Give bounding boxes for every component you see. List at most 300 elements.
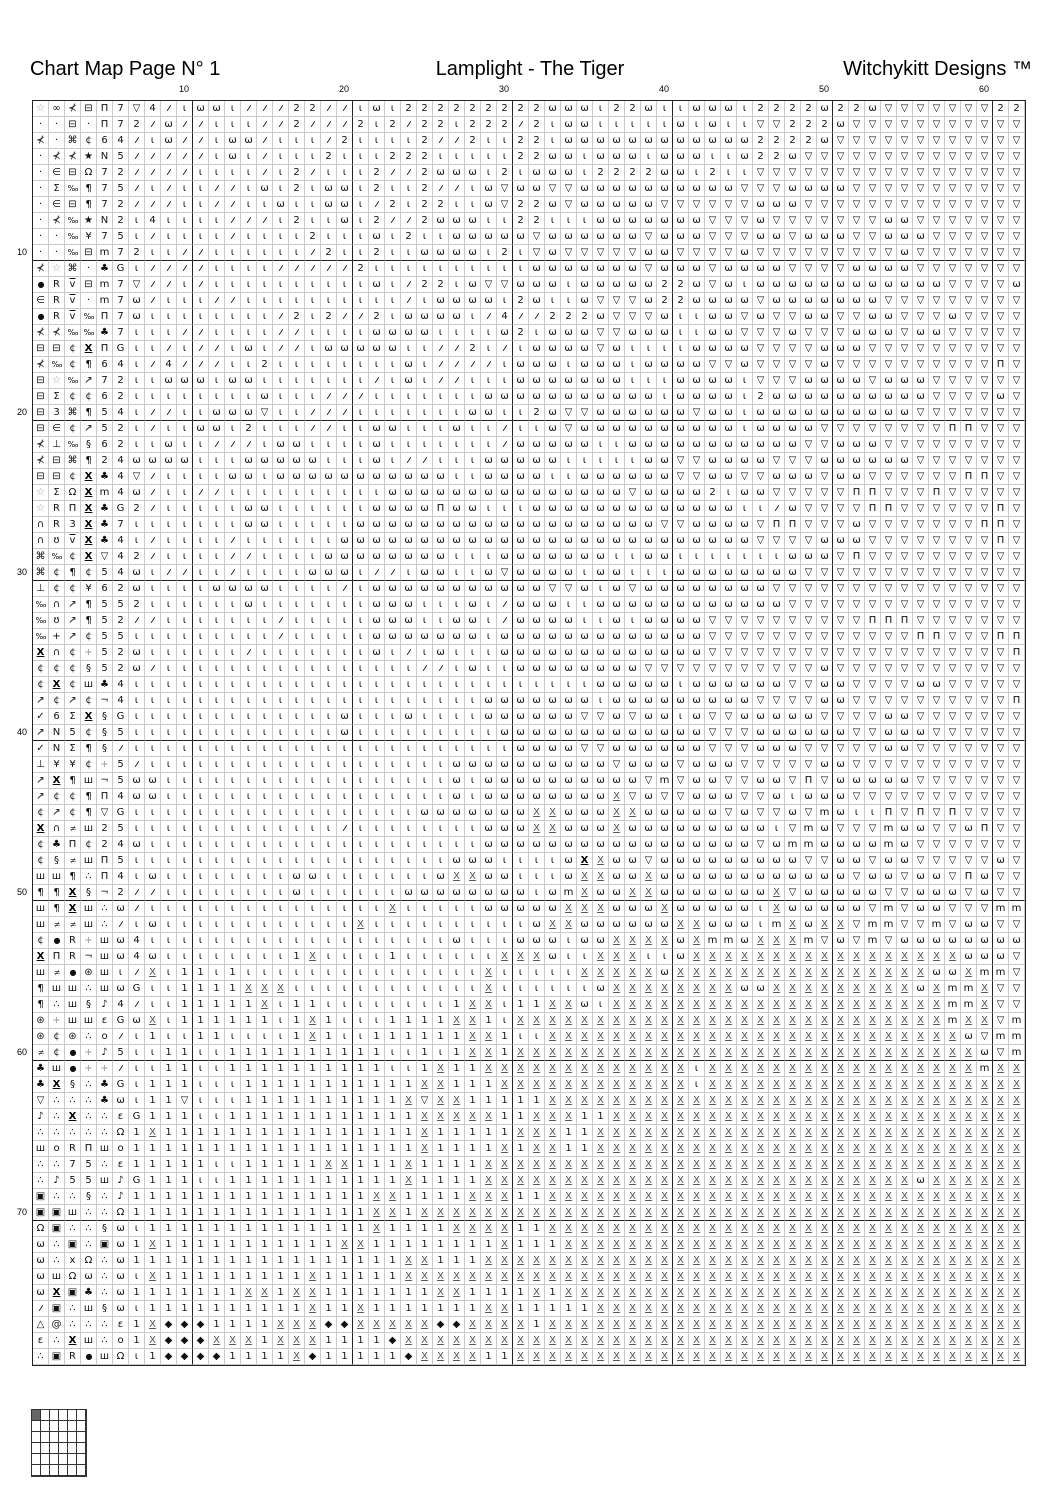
chart-cell: X [529, 1157, 545, 1173]
chart-cell: ι [289, 501, 305, 517]
chart-cell: ω [673, 229, 689, 245]
chart-cell: ω [673, 597, 689, 613]
chart-cell: ω [353, 517, 369, 533]
chart-cell: ω [481, 517, 497, 533]
chart-cell: ▽ [817, 501, 833, 517]
chart-cell: X [65, 901, 81, 917]
chart-cell: ω [449, 581, 465, 597]
chart-cell: ▽ [961, 565, 977, 581]
chart-cell: ▽ [913, 101, 929, 117]
chart-cell: G [113, 341, 129, 357]
chart-cell: ι [289, 613, 305, 629]
chart-cell: ♣ [97, 533, 113, 549]
chart-cell: X [721, 1093, 737, 1109]
chart-cell: X [753, 1221, 769, 1237]
chart-cell: 1 [241, 997, 257, 1013]
chart-cell: 1 [385, 1349, 401, 1365]
chart-cell: ω [545, 421, 561, 437]
chart-cell: ι [209, 133, 225, 149]
chart-cell: ω [513, 725, 529, 741]
chart-cell: ω [881, 741, 897, 757]
chart-cell: ω [497, 389, 513, 405]
chart-cell: ω [609, 517, 625, 533]
chart-cell: ▽ [737, 645, 753, 661]
chart-cell: ι [241, 917, 257, 933]
chart-cell: ω [577, 277, 593, 293]
chart-cell: X [737, 1045, 753, 1061]
chart-cell: ι [721, 149, 737, 165]
chart-cell: ι [449, 917, 465, 933]
chart-cell: 1 [369, 1141, 385, 1157]
chart-cell: X [769, 1077, 785, 1093]
chart-cell: X [961, 965, 977, 981]
chart-cell: X [849, 1285, 865, 1301]
chart-cell: ▽ [673, 789, 689, 805]
chart-cell: 1 [337, 1333, 353, 1349]
chart-cell: ι [385, 309, 401, 325]
chart-cell: ⊟ [49, 469, 65, 485]
chart-cell: ω [689, 597, 705, 613]
chart-cell: ω [577, 581, 593, 597]
chart-cell: Π [801, 773, 817, 789]
chart-cell: X [913, 1301, 929, 1317]
chart-cell: ι [321, 773, 337, 789]
chart-cell: X [961, 1189, 977, 1205]
chart-cell: ω [817, 789, 833, 805]
chart-cell: ⁄⁄ [225, 565, 241, 581]
chart-cell: ι [225, 341, 241, 357]
chart-cell: ▽ [833, 565, 849, 581]
chart-cell: ω [129, 293, 145, 309]
chart-cell: 2 [433, 117, 449, 133]
chart-cell: ▽ [1009, 949, 1025, 965]
chart-cell: ι [321, 453, 337, 469]
chart-cell: ι [177, 597, 193, 613]
chart-cell: ω [289, 885, 305, 901]
chart-cell: 1 [465, 1253, 481, 1269]
chart-cell: X [993, 1237, 1009, 1253]
chart-cell: ω [737, 485, 753, 501]
chart-cell: ι [273, 165, 289, 181]
chart-cell: X [833, 1317, 849, 1333]
chart-cell: ▽ [849, 677, 865, 693]
chart-cell: ω [993, 853, 1009, 869]
chart-cell: ι [401, 821, 417, 837]
chart-cell: ⁄⁄ [193, 261, 209, 277]
chart-cell: ⁄⁄ [225, 293, 241, 309]
chart-cell: ω [881, 309, 897, 325]
chart-cell: ▽ [945, 789, 961, 805]
chart-cell: 1 [321, 1109, 337, 1125]
chart-cell: 1 [465, 1157, 481, 1173]
chart-cell: ▽ [945, 357, 961, 373]
chart-cell: 1 [337, 1125, 353, 1141]
chart-cell: ι [417, 293, 433, 309]
chart-cell: 2 [465, 117, 481, 133]
chart-cell: ω [641, 181, 657, 197]
chart-cell: ▽ [817, 933, 833, 949]
chart-cell: ⁄⁄ [337, 405, 353, 421]
chart-cell: ω [881, 261, 897, 277]
chart-cell: ι [401, 901, 417, 917]
chart-cell: ▽ [833, 549, 849, 565]
chart-cell: ι [337, 885, 353, 901]
chart-cell: ω [609, 773, 625, 789]
chart-cell: X [49, 1077, 65, 1093]
chart-cell: ι [433, 149, 449, 165]
chart-cell: X [721, 1205, 737, 1221]
chart-cell: ▽ [801, 341, 817, 357]
chart-cell: X [961, 1157, 977, 1173]
chart-cell: 5 [81, 1173, 97, 1189]
chart-cell: 2 [769, 101, 785, 117]
chart-cell: ι [449, 677, 465, 693]
chart-cell: ι [465, 325, 481, 341]
chart-cell: ω [673, 181, 689, 197]
chart-cell: X [897, 1029, 913, 1045]
chart-cell: ω [641, 805, 657, 821]
chart-cell: ω [561, 341, 577, 357]
chart-cell: ω [641, 725, 657, 741]
chart-cell: ω [689, 901, 705, 917]
chart-cell: ▽ [817, 245, 833, 261]
chart-cell: ω [673, 565, 689, 581]
chart-cell: ▽ [865, 229, 881, 245]
chart-cell: ▽ [897, 645, 913, 661]
chart-cell: 1 [225, 1125, 241, 1141]
chart-cell: ▽ [929, 181, 945, 197]
chart-cell: ω [689, 837, 705, 853]
chart-cell: 1 [465, 1301, 481, 1317]
chart-cell: X [929, 997, 945, 1013]
chart-cell: ⁄⁄ [129, 197, 145, 213]
chart-cell: ι [241, 837, 257, 853]
chart-cell: ▽ [753, 533, 769, 549]
chart-cell: ω [481, 837, 497, 853]
chart-cell: X [929, 1077, 945, 1093]
chart-cell: ω [769, 597, 785, 613]
chart-cell: ▽ [897, 501, 913, 517]
chart-cell: ι [417, 933, 433, 949]
chart-cell: ⌘ [33, 549, 49, 565]
chart-cell: ▽ [913, 117, 929, 133]
chart-cell: ω [513, 517, 529, 533]
chart-cell: ι [385, 997, 401, 1013]
chart-cell: ω [593, 757, 609, 773]
chart-cell: ι [513, 341, 529, 357]
chart-cell: ι [257, 421, 273, 437]
chart-cell: ▽ [945, 533, 961, 549]
chart-cell: ▽ [721, 741, 737, 757]
chart-cell: X [705, 1157, 721, 1173]
chart-cell: X [689, 1349, 705, 1365]
chart-cell: ▽ [785, 693, 801, 709]
chart-cell: ι [433, 853, 449, 869]
chart-cell: ι [369, 981, 385, 997]
chart-cell: ▽ [865, 661, 881, 677]
chart-cell: 2 [785, 117, 801, 133]
chart-cell: ▽ [897, 805, 913, 821]
chart-cell: X [577, 1349, 593, 1365]
chart-cell: ι [193, 517, 209, 533]
chart-cell: ¶ [65, 565, 81, 581]
chart-cell: X [817, 1173, 833, 1189]
chart-cell: ι [353, 293, 369, 309]
chart-cell: ι [225, 453, 241, 469]
chart-cell: Π [49, 949, 65, 965]
chart-cell: ω [513, 709, 529, 725]
chart-cell: ω [417, 885, 433, 901]
chart-cell: ▽ [785, 757, 801, 773]
chart-cell: ∴ [97, 1157, 113, 1173]
chart-cell: ω [641, 517, 657, 533]
chart-cell: X [625, 1317, 641, 1333]
chart-cell: ▽ [753, 693, 769, 709]
chart-cell: ω [609, 485, 625, 501]
chart-cell: ¶ [65, 773, 81, 789]
chart-cell: ι [353, 757, 369, 773]
chart-cell: ι [209, 213, 225, 229]
chart-cell: ▽ [993, 133, 1009, 149]
chart-cell: ▽ [769, 613, 785, 629]
chart-cell: ω [785, 181, 801, 197]
chart-cell: ⁄⁄ [305, 165, 321, 181]
chart-cell: 7 [97, 197, 113, 213]
chart-cell: 1 [177, 997, 193, 1013]
chart-cell: X [417, 1077, 433, 1093]
chart-cell: ι [449, 725, 465, 741]
chart-cell: ▽ [753, 789, 769, 805]
chart-cell: ▽ [977, 661, 993, 677]
chart-cell: X [561, 1029, 577, 1045]
chart-cell: ι [593, 437, 609, 453]
chart-cell: ι [513, 405, 529, 421]
chart-cell: ι [145, 981, 161, 997]
chart-cell: ι [305, 901, 321, 917]
chart-cell: ι [401, 245, 417, 261]
chart-cell: ω [673, 949, 689, 965]
chart-cell: ω [801, 373, 817, 389]
chart-cell: ω [113, 1269, 129, 1285]
chart-cell: ▽ [833, 741, 849, 757]
chart-cell: ι [225, 1093, 241, 1109]
chart-cell: ▽ [1009, 965, 1025, 981]
chart-cell: ι [561, 357, 577, 373]
chart-cell: X [1009, 1221, 1025, 1237]
chart-cell: ω [673, 885, 689, 901]
chart-cell: X [497, 949, 513, 965]
chart-cell: 2 [321, 309, 337, 325]
chart-cell: ω [641, 453, 657, 469]
chart-cell: ω [257, 181, 273, 197]
chart-cell: ▽ [769, 309, 785, 325]
chart-cell: ι [353, 325, 369, 341]
chart-cell: ▽ [849, 757, 865, 773]
chart-cell: ι [225, 1077, 241, 1093]
chart-cell: ι [161, 725, 177, 741]
chart-cell: 1 [337, 1301, 353, 1317]
chart-cell: X [913, 1285, 929, 1301]
chart-cell: X [801, 1349, 817, 1365]
chart-cell: ι [177, 885, 193, 901]
chart-cell: ∴ [65, 1093, 81, 1109]
chart-cell: ι [417, 693, 433, 709]
chart-cell: ι [353, 885, 369, 901]
chart-cell: ι [449, 565, 465, 581]
chart-cell: 4 [113, 533, 129, 549]
chart-cell: ω [625, 725, 641, 741]
chart-cell: ω [737, 133, 753, 149]
chart-cell: 3 [49, 405, 65, 421]
chart-cell: X [897, 1141, 913, 1157]
chart-cell: ω [929, 869, 945, 885]
chart-cell: ι [289, 133, 305, 149]
chart-cell: ω [625, 757, 641, 773]
chart-cell: ♣ [81, 1285, 97, 1301]
chart-cell: X [529, 1061, 545, 1077]
chart-cell: 1 [145, 1157, 161, 1173]
chart-cell: ⊟ [65, 197, 81, 213]
chart-cell: ι [209, 1157, 225, 1173]
chart-cell: Π [1009, 645, 1025, 661]
chart-cell: ι [289, 293, 305, 309]
chart-cell: ι [449, 901, 465, 917]
chart-cell: ▽ [769, 693, 785, 709]
chart-cell: ω [753, 485, 769, 501]
chart-cell: X [305, 1333, 321, 1349]
chart-cell: ι [289, 933, 305, 949]
chart-cell: ▽ [801, 629, 817, 645]
chart-cell: ι [145, 325, 161, 341]
chart-cell: ι [305, 517, 321, 533]
chart-cell: ▽ [865, 789, 881, 805]
chart-cell: 2 [529, 149, 545, 165]
chart-cell: 1 [481, 1013, 497, 1029]
chart-cell: X [609, 1141, 625, 1157]
chart-cell: Π [1009, 629, 1025, 645]
chart-cell: ω [689, 485, 705, 501]
chart-cell: 2 [529, 133, 545, 149]
chart-cell: X [673, 997, 689, 1013]
chart-cell: ι [177, 853, 193, 869]
chart-cell: ⁄⁄ [337, 309, 353, 325]
chart-cell: ▽ [817, 261, 833, 277]
chart-cell: ω [689, 789, 705, 805]
chart-cell: ⁄⁄ [113, 917, 129, 933]
chart-cell: 1 [465, 1285, 481, 1301]
chart-cell: X [705, 1205, 721, 1221]
minimap-cell [77, 1432, 86, 1443]
chart-cell: X [289, 1285, 305, 1301]
chart-cell: ι [353, 165, 369, 181]
chart-cell: X [977, 1125, 993, 1141]
chart-cell: X [945, 1317, 961, 1333]
chart-cell: ▽ [833, 165, 849, 181]
chart-cell: 1 [289, 1077, 305, 1093]
chart-cell: ▽ [897, 181, 913, 197]
chart-cell: m [945, 997, 961, 1013]
chart-cell: ι [401, 693, 417, 709]
chart-cell: X [849, 1237, 865, 1253]
chart-cell: ω [849, 837, 865, 853]
chart-cell: ι [529, 677, 545, 693]
chart-cell: ω [881, 277, 897, 293]
chart-cell: X [577, 1173, 593, 1189]
chart-cell: X [833, 1189, 849, 1205]
chart-cell: 1 [449, 1253, 465, 1269]
chart-cell: ι [353, 197, 369, 213]
chart-cell: ▽ [865, 533, 881, 549]
chart-cell: ▽ [897, 901, 913, 917]
chart-cell: X [897, 1317, 913, 1333]
chart-cell: ▽ [929, 565, 945, 581]
chart-cell: X [417, 1205, 433, 1221]
chart-cell: X [961, 1285, 977, 1301]
chart-cell: X [657, 1269, 673, 1285]
chart-cell: ω [625, 917, 641, 933]
chart-cell: ω [497, 517, 513, 533]
chart-cell: ι [721, 117, 737, 133]
chart-cell: ▽ [801, 565, 817, 581]
chart-cell: ▽ [689, 245, 705, 261]
chart-cell: X [705, 1253, 721, 1269]
chart-cell: X [833, 917, 849, 933]
chart-cell: ▽ [817, 853, 833, 869]
chart-cell: ▽ [1009, 245, 1025, 261]
chart-cell: 1 [145, 1109, 161, 1125]
chart-cell: X [625, 1077, 641, 1093]
chart-cell: ι [337, 453, 353, 469]
chart-cell: ω [433, 469, 449, 485]
chart-cell: X [817, 1205, 833, 1221]
chart-cell: ι [273, 581, 289, 597]
chart-cell: ▽ [1009, 757, 1025, 773]
chart-cell: X [561, 1077, 577, 1093]
chart-cell: ▽ [801, 757, 817, 773]
chart-cell: ш [81, 917, 97, 933]
chart-cell: X [625, 1157, 641, 1173]
chart-cell: 2 [1009, 101, 1025, 117]
chart-cell: ι [321, 757, 337, 773]
chart-cell: ω [785, 709, 801, 725]
chart-cell: X [817, 1269, 833, 1285]
chart-cell: ω [737, 901, 753, 917]
chart-cell: ω [417, 309, 433, 325]
chart-cell: X [641, 1253, 657, 1269]
chart-cell: 1 [161, 1061, 177, 1077]
chart-cell: ▽ [929, 741, 945, 757]
chart-cell: ω [401, 629, 417, 645]
chart-cell: ▽ [865, 469, 881, 485]
chart-cell: ▽ [977, 165, 993, 181]
chart-cell: X [769, 1061, 785, 1077]
chart-cell: ʊ [49, 533, 65, 549]
chart-cell: X [865, 1317, 881, 1333]
chart-cell: ω [529, 597, 545, 613]
chart-cell: ι [369, 757, 385, 773]
chart-cell: ▽ [897, 469, 913, 485]
chart-cell: X [689, 1141, 705, 1157]
chart-cell: ω [673, 165, 689, 181]
chart-cell: ω [465, 533, 481, 549]
chart-cell: ⁄⁄ [481, 357, 497, 373]
chart-cell: X [65, 1109, 81, 1125]
chart-cell: ⁄⁄ [145, 533, 161, 549]
chart-cell: ∴ [81, 1093, 97, 1109]
chart-cell: ι [273, 757, 289, 773]
chart-cell: ω [513, 277, 529, 293]
chart-cell: 5 [97, 565, 113, 581]
